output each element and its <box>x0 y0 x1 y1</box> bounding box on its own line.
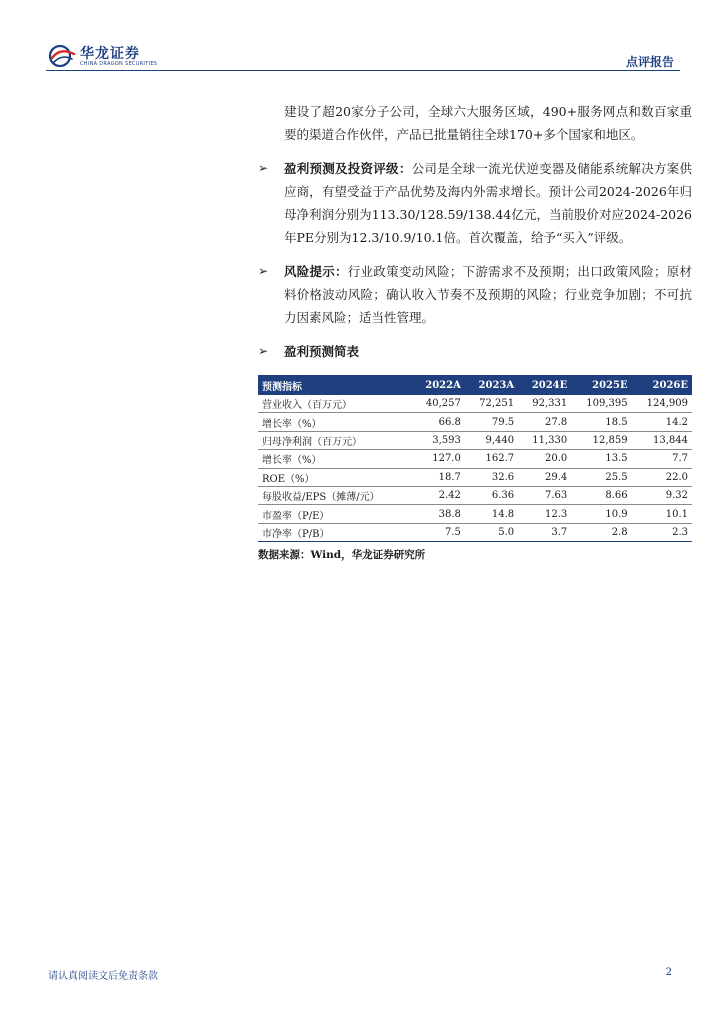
header-divider <box>46 70 680 71</box>
table-cell: 2.3 <box>632 523 692 541</box>
table-cell: 6.36 <box>465 486 518 504</box>
table-cell: 10.9 <box>571 505 631 523</box>
forecast-table <box>258 375 692 542</box>
table-header-cell: 2023A <box>465 375 518 395</box>
table-cell: 11,330 <box>518 431 571 449</box>
table-cell: 营业收入（百万元） <box>258 395 412 413</box>
table-cell: 10.1 <box>632 505 692 523</box>
table-row <box>258 505 692 523</box>
table-cell: 归母净利润（百万元） <box>258 431 412 449</box>
table-header-cell: 2026E <box>632 375 692 395</box>
table-cell: 2.8 <box>571 523 631 541</box>
table-cell: 22.0 <box>632 468 692 486</box>
table-cell: 8.66 <box>571 486 631 504</box>
table-cell: 29.4 <box>518 468 571 486</box>
table-cell: 40,257 <box>412 395 465 413</box>
table-cell: 3,593 <box>412 431 465 449</box>
table-cell: 增长率（%） <box>258 450 412 468</box>
table-cell: 市盈率（P/E） <box>258 505 412 523</box>
bullet-text: 行业政策变动风险；下游需求不及预期；出口政策风险；原材料价格波动风险；确认收入节奏不及预期的风险；行业竞争加剧；不可抗力因素风险；适当性管理。 <box>284 264 692 325</box>
table-cell: 127.0 <box>412 450 465 468</box>
bullet-title: 盈利预测及投资评级： <box>284 161 412 176</box>
table-cell: 14.2 <box>632 413 692 431</box>
bullet-title: 风险提示： <box>284 264 348 279</box>
table-cell: 27.8 <box>518 413 571 431</box>
bullet-text: 公司是全球一流光伏逆变器及储能系统解决方案供应商，有望受益于产品优势及海内外需求增长。预计公司2024-2026年归母净利润分别为113.30/128.59/138.44亿元，当前股价对应2024-2026年PE分别为12.3/10.9/10.1倍。首次覆盖，给予“买入”评级。 <box>284 161 692 245</box>
table-cell: 每股收益/EPS（摊薄/元） <box>258 486 412 504</box>
table-cell: 12,859 <box>571 431 631 449</box>
dragon-logo-icon <box>48 44 76 68</box>
table-header-cell: 2022A <box>412 375 465 395</box>
page-number: 2 <box>665 967 672 978</box>
table-heading <box>258 340 692 363</box>
table-cell: 79.5 <box>465 413 518 431</box>
table-cell: 3.7 <box>518 523 571 541</box>
table-cell: 20.0 <box>518 450 571 468</box>
table-cell: 18.7 <box>412 468 465 486</box>
table-cell: 市净率（P/B） <box>258 523 412 541</box>
bullet-arrow-icon: ➢ <box>258 161 269 175</box>
table-cell: 109,395 <box>571 395 631 413</box>
table-cell: 5.0 <box>465 523 518 541</box>
document-type-label: 点评报告 <box>625 55 674 69</box>
table-cell: 2.42 <box>412 486 465 504</box>
table-cell: 162.7 <box>465 450 518 468</box>
bullet-forecast-rating <box>258 157 692 249</box>
table-row <box>258 468 692 486</box>
table-cell: ROE（%） <box>258 468 412 486</box>
footer-disclaimer: 请认真阅读文后免责条款 <box>48 971 158 982</box>
table-cell: 13.5 <box>571 450 631 468</box>
table-row <box>258 395 692 413</box>
table-cell: 14.8 <box>465 505 518 523</box>
table-cell: 7.5 <box>412 523 465 541</box>
logo-chinese-name: 华龙证券 <box>80 46 140 62</box>
table-cell: 增长率（%） <box>258 413 412 431</box>
table-header-cell: 预测指标 <box>258 375 412 395</box>
table-title: 盈利预测简表 <box>284 344 360 359</box>
bullet-arrow-icon: ➢ <box>258 344 269 358</box>
table-cell: 38.8 <box>412 505 465 523</box>
table-cell: 92,331 <box>518 395 571 413</box>
table-row <box>258 431 692 449</box>
table-cell: 9.32 <box>632 486 692 504</box>
table-cell: 124,909 <box>632 395 692 413</box>
company-logo <box>46 42 176 70</box>
table-cell: 7.63 <box>518 486 571 504</box>
page-header <box>46 40 680 72</box>
table-header-cell: 2025E <box>571 375 631 395</box>
table-cell: 12.3 <box>518 505 571 523</box>
table-cell: 66.8 <box>412 413 465 431</box>
report-content <box>258 100 692 562</box>
table-row <box>258 523 692 541</box>
intro-paragraph: 建设了超20家分子公司，全球六大服务区域，490+服务网点和数百家重要的渠道合作伙伴，产品已批量销往全球170+多个国家和地区。 <box>284 104 692 142</box>
table-cell: 18.5 <box>571 413 631 431</box>
table-header-cell: 2024E <box>518 375 571 395</box>
table-cell: 13,844 <box>632 431 692 449</box>
table-row <box>258 486 692 504</box>
table-cell: 7.7 <box>632 450 692 468</box>
table-source-note: 数据来源：Wind，华龙证券研究所 <box>258 549 426 562</box>
table-row <box>258 413 692 431</box>
table-cell: 32.6 <box>465 468 518 486</box>
logo-english-name: CHINA DRAGON SECURITIES <box>80 61 158 67</box>
table-row <box>258 450 692 468</box>
bullet-arrow-icon: ➢ <box>258 264 269 278</box>
table-cell: 25.5 <box>571 468 631 486</box>
table-cell: 72,251 <box>465 395 518 413</box>
table-header-row <box>258 375 692 395</box>
bullet-risk <box>258 260 692 329</box>
table-cell: 9,440 <box>465 431 518 449</box>
